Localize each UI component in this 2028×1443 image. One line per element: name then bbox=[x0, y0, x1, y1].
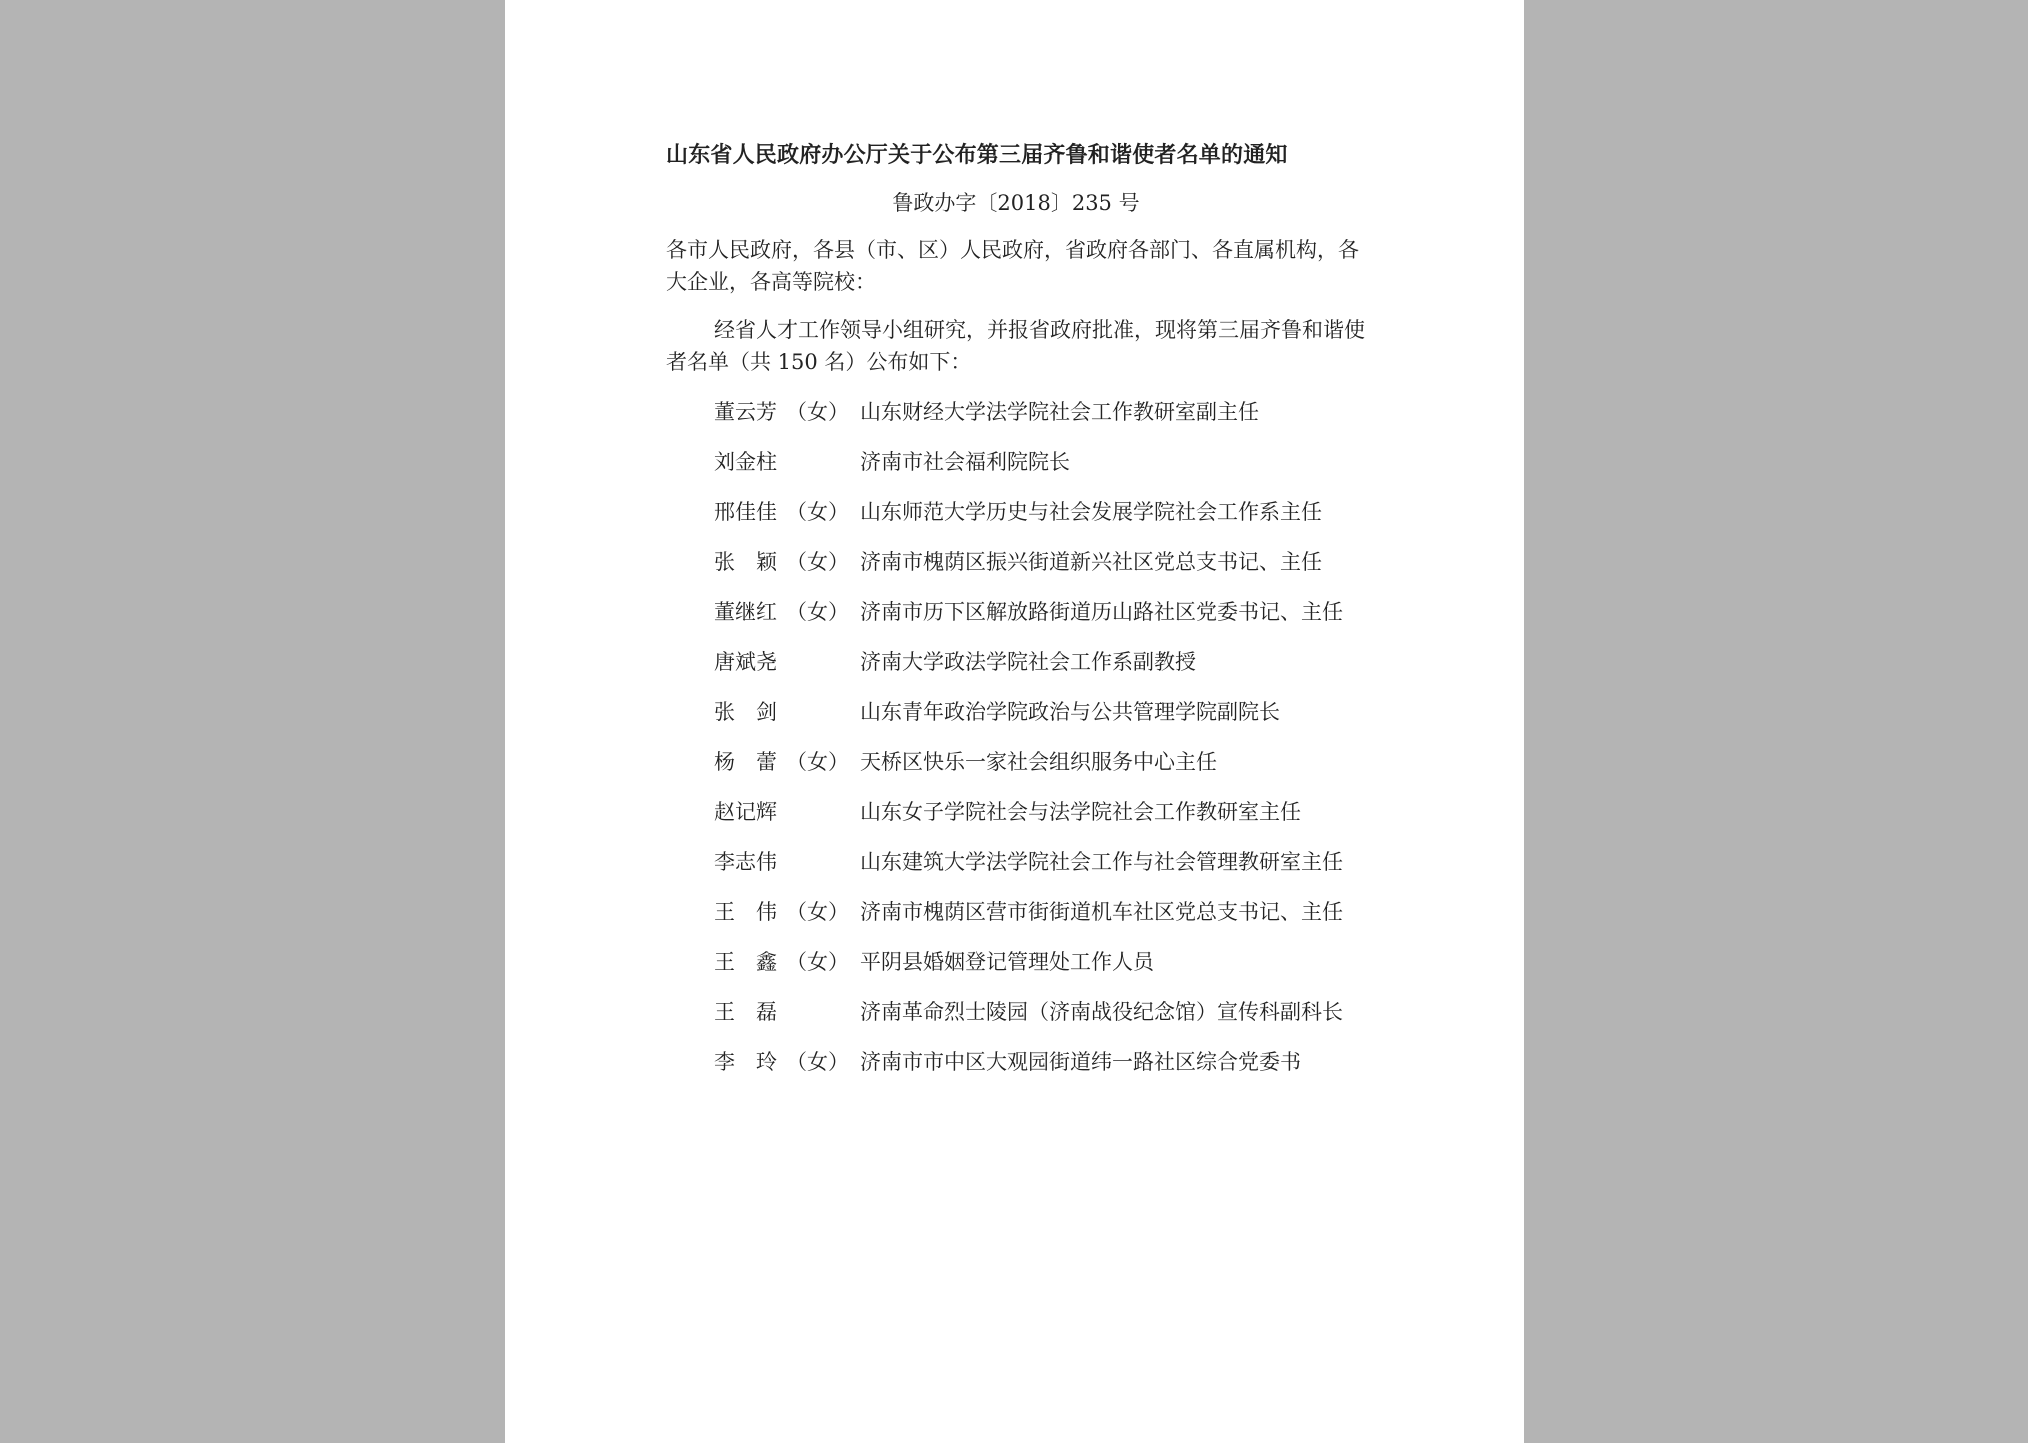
list-item bbox=[666, 996, 1366, 1028]
honoree-position: 济南革命烈士陵园（济南战役纪念馆）宣传科副科长 bbox=[860, 1000, 1343, 1024]
list-item bbox=[666, 696, 1366, 728]
honoree-position: 山东师范大学历史与社会发展学院社会工作系主任 bbox=[860, 500, 1322, 524]
list-item bbox=[666, 896, 1366, 928]
honoree-position: 济南大学政法学院社会工作系副教授 bbox=[860, 650, 1196, 674]
list-item bbox=[666, 446, 1366, 478]
honoree-name: 赵记辉 bbox=[714, 800, 777, 824]
honoree-name: 王 伟 bbox=[714, 900, 777, 924]
intro-paragraph: 经省人才工作领导小组研究，并报省政府批准，现将第三届齐鲁和谐使者名单（共 150 名）公布如下： bbox=[666, 318, 1365, 374]
list-item bbox=[666, 946, 1366, 978]
honoree-position: 济南市槐荫区振兴街道新兴社区党总支书记、主任 bbox=[860, 550, 1322, 574]
honoree-name: 杨 蕾 bbox=[714, 750, 777, 774]
list-item bbox=[666, 846, 1366, 878]
honoree-position: 山东财经大学法学院社会工作教研室副主任 bbox=[860, 400, 1259, 424]
honoree-name: 李志伟 bbox=[714, 850, 777, 874]
honoree-name: 李 玲 bbox=[714, 1050, 777, 1074]
honoree-list bbox=[666, 396, 1366, 1078]
honoree-name: 张 剑 bbox=[714, 700, 777, 724]
honoree-position: 济南市社会福利院院长 bbox=[860, 450, 1070, 474]
honoree-name: 王 鑫 bbox=[714, 950, 777, 974]
recipients-paragraph: 各市人民政府，各县（市、区）人民政府，省政府各部门、各直属机构，各大企业，各高等院校： bbox=[666, 238, 1359, 294]
list-item bbox=[666, 1046, 1366, 1078]
honoree-position: 平阴县婚姻登记管理处工作人员 bbox=[860, 950, 1154, 974]
list-item bbox=[666, 396, 1366, 428]
honoree-gender: （女） bbox=[786, 400, 849, 424]
list-item bbox=[666, 746, 1366, 778]
honoree-gender: （女） bbox=[786, 950, 849, 974]
honoree-name: 董云芳 bbox=[714, 400, 777, 424]
honoree-name: 刘金柱 bbox=[714, 450, 777, 474]
honoree-gender: （女） bbox=[786, 550, 849, 574]
honoree-name: 王 磊 bbox=[714, 1000, 777, 1024]
list-item bbox=[666, 546, 1366, 578]
honoree-position: 济南市市中区大观园街道纬一路社区综合党委书 bbox=[860, 1050, 1301, 1074]
honoree-position: 天桥区快乐一家社会组织服务中心主任 bbox=[860, 750, 1217, 774]
honoree-position: 济南市历下区解放路街道历山路社区党委书记、主任 bbox=[860, 600, 1343, 624]
honoree-name: 邢佳佳 bbox=[714, 500, 777, 524]
honoree-name: 张 颖 bbox=[714, 550, 777, 574]
honoree-position: 山东建筑大学法学院社会工作与社会管理教研室主任 bbox=[860, 850, 1343, 874]
honoree-position: 山东女子学院社会与法学院社会工作教研室主任 bbox=[860, 800, 1301, 824]
document-page bbox=[505, 0, 1524, 1443]
honoree-name: 唐斌尧 bbox=[714, 650, 777, 674]
honoree-gender: （女） bbox=[786, 900, 849, 924]
honoree-position: 济南市槐荫区营市街街道机车社区党总支书记、主任 bbox=[860, 900, 1343, 924]
honoree-gender: （女） bbox=[786, 750, 849, 774]
document-title: 山东省人民政府办公厅关于公布第三届齐鲁和谐使者名单的通知 bbox=[666, 142, 1288, 168]
list-item bbox=[666, 596, 1366, 628]
honoree-gender: （女） bbox=[786, 600, 849, 624]
document-number: 鲁政办字〔2018〕235 号 bbox=[892, 191, 1140, 215]
list-item bbox=[666, 496, 1366, 528]
honoree-gender: （女） bbox=[786, 1050, 849, 1074]
honoree-position: 山东青年政治学院政治与公共管理学院副院长 bbox=[860, 700, 1280, 724]
honoree-name: 董继红 bbox=[714, 600, 777, 624]
list-item bbox=[666, 796, 1366, 828]
document-content bbox=[666, 140, 1366, 1078]
list-item bbox=[666, 646, 1366, 678]
honoree-gender: （女） bbox=[786, 500, 849, 524]
